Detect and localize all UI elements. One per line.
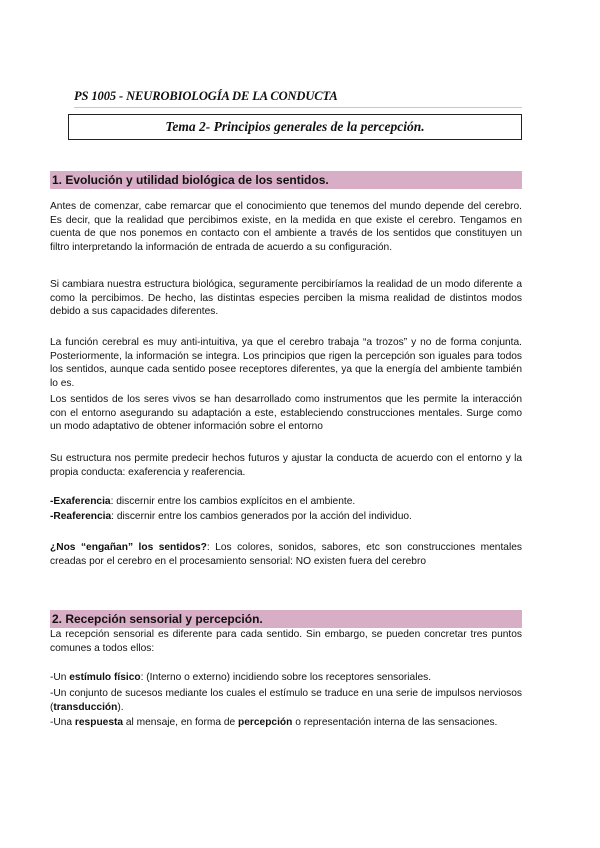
response-middle: al mensaje, en forma de [123, 717, 239, 728]
reaferencia-definition [50, 510, 522, 524]
course-header: PS 1005 - NEUROBIOLOGÍA DE LA CONDUCTA [74, 89, 338, 103]
list-item-stimulus-prefix: -Un [50, 672, 70, 683]
perception-term: percepción [238, 717, 293, 728]
stimulus-text: : (Interno o externo) incidiendo sobre los receptores sensoriales. [140, 672, 432, 683]
section-2-heading: 2. Recepción sensorial y percepción. [50, 610, 522, 628]
list-item-stimulus [50, 671, 522, 685]
section-1-heading: 1. Evolución y utilidad biológica de los sentidos. [50, 171, 522, 189]
list-item-transduction [50, 687, 522, 714]
exaferencia-term: -Exaferencia [50, 496, 111, 507]
response-suffix: o representación interna de las sensaciones. [292, 717, 498, 728]
section-1-paragraph-2: Si cambiara nuestra estructura biológica, seguramente percibiríamos la realidad de un modo diferente a como la percibimos. De hecho, las distintas especies perciben la misma realidad de distintos modos debido a sus capacidades diferentes. [50, 279, 522, 317]
section-1-paragraph-4: Los sentidos de los seres vivos se han desarrollado como instrumentos que les permite la interacción con el entorno asegurando su adaptación a este, estableciendo construcciones mentales. Surge como un modo adaptativo de obtener información sobre el entorno [50, 394, 522, 432]
exaferencia-definition [50, 495, 522, 509]
exaferencia-text: : discernir entre los cambios explícitos en el ambiente. [110, 496, 356, 507]
senses-deceive-paragraph [50, 541, 522, 568]
response-prefix: -Una [50, 717, 75, 728]
header-divider [74, 107, 522, 108]
section-2-paragraph-1: La recepción sensorial es diferente para cada sentido. Sin embargo, se pueden concretar tres puntos comunes a todos ellos: [50, 629, 522, 654]
topic-title-box [68, 114, 522, 140]
section-1-paragraph-1: Antes de comenzar, cabe remarcar que el conocimiento que tenemos del mundo depende del cerebro. Es decir, que la realidad que percibimos existe, en la medida en que existe el cerebro. Tengamos en cuenta de que nos ponemos en contacto con el ambiente a través de los sentidos que constituyen un filtro interpretando la información de entrada de acuerdo a su configuración. [50, 201, 522, 253]
stimulus-term: estímulo físico [69, 672, 141, 683]
list-item-response [50, 716, 522, 730]
transduction-text: -Un conjunto de sucesos mediante los cuales el estímulo se traduce en una serie de impulsos nerviosos ( [50, 688, 522, 713]
topic-title: Tema 2- Principios generales de la percepción. [165, 119, 425, 134]
section-1-paragraph-3: La función cerebral es muy anti-intuitiva, ya que el cerebro trabaja “a trozos” y no de forma conjunta. Posteriormente, la información se integra. Los principios que rigen la percepción son iguales para todos los sentidos, aunque cada sentido posee receptores diferentes, ya que la energía del ambiente también lo es. [50, 337, 522, 389]
transduction-suffix: ). [117, 701, 124, 713]
senses-deceive-question: ¿Nos “engañan” los sentidos? [50, 542, 207, 553]
section-1-paragraph-5: Su estructura nos permite predecir hechos futuros y ajustar la conducta de acuerdo con el entorno y la propia conducta: exaferencia y reaferencia. [50, 453, 522, 478]
transduction-term: transducción [53, 701, 118, 713]
response-term: respuesta [74, 717, 124, 728]
reaferencia-term: -Reaferencia [50, 511, 112, 522]
senses-deceive-text: : Los colores, sonidos, sabores, etc son construcciones mentales creadas por el cerebro en el procesamiento sensorial: NO existen fuera del cerebro [50, 542, 522, 567]
reaferencia-text: : discernir entre los cambios generados por la acción del individuo. [111, 511, 412, 522]
